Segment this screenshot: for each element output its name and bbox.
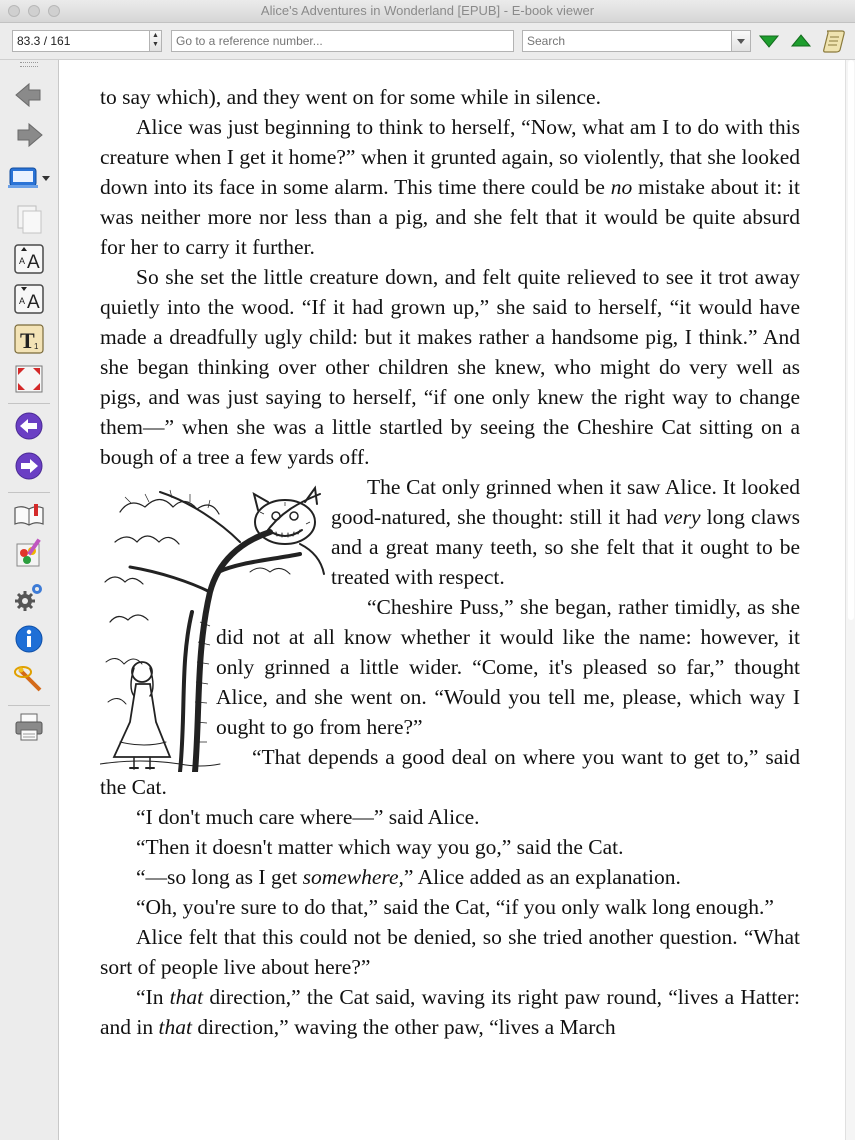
book-reader-view[interactable]: [59, 60, 845, 1140]
sidebar-separator: [8, 403, 50, 404]
print-icon[interactable]: [12, 710, 46, 744]
svg-text:A: A: [27, 252, 40, 273]
svg-text:1: 1: [34, 342, 39, 351]
scrollbar-thumb[interactable]: [848, 60, 854, 620]
reference-input[interactable]: [171, 30, 514, 52]
paragraph: Alice was just beginning to think to herself, “Now, what am I to do with this creature when I get it home?” when it grunted again, so violently, that she looked down into its face in some alarm. This time there could be no mistake about it: it was neither more nor less than a pig, and she felt that it would be quite absurd for her to carry it further.: [100, 115, 800, 259]
themes-icon[interactable]: [12, 536, 46, 570]
position-field[interactable]: 83.3 / 161: [12, 30, 150, 52]
find-previous-icon[interactable]: [789, 29, 813, 53]
previous-page-icon[interactable]: [12, 409, 46, 443]
sidebar-separator: [8, 705, 50, 706]
paragraph: “—so long as I get somewhere,” Alice added as an explanation.: [136, 865, 681, 889]
window-titlebar: [0, 0, 855, 23]
sidebar-separator: [8, 492, 50, 493]
find-next-icon[interactable]: [757, 29, 781, 53]
paragraph: “Cheshire Puss,” she began, rather timidly, as she did not at all know whether it would like the name: however, it only grinned a little wider. “Come, it's pleased so far,” thought Alice, and she went on. “Would you tell me, please, which way I ought to go from here?”: [216, 595, 800, 739]
paragraph: The Cat only grinned when it saw Alice. It looked good-natured, she thought: still it had very long claws and a great many teeth, so she felt that it ought to be treated with respect.: [331, 475, 800, 589]
window-title: Alice's Adventures in Wonderland [EPUB] - E-book viewer: [260, 3, 595, 18]
paragraph: “Oh, you're sure to do that,” said the Cat, “if you only walk long enough.”: [136, 895, 774, 919]
svg-text:A: A: [27, 292, 40, 313]
paragraph: “Then it doesn't matter which way you go,” said the Cat.: [136, 835, 624, 859]
toc-icon[interactable]: [6, 160, 52, 194]
reference-mode-icon[interactable]: [821, 28, 847, 54]
sidebar-grip[interactable]: [20, 62, 38, 67]
fullscreen-icon[interactable]: [12, 362, 46, 396]
book-page: [100, 82, 800, 1042]
preferences-icon[interactable]: [12, 580, 46, 614]
font-larger-icon[interactable]: [12, 242, 46, 276]
position-stepper[interactable]: ▲ ▼: [149, 30, 162, 52]
next-page-icon[interactable]: [12, 449, 46, 483]
info-icon[interactable]: [12, 622, 46, 656]
svg-text:A: A: [19, 256, 26, 266]
toolbar: [0, 23, 855, 60]
font-smaller-icon[interactable]: [12, 282, 46, 316]
back-icon[interactable]: [12, 78, 46, 112]
magic-wand-icon[interactable]: [12, 662, 46, 696]
vertical-scrollbar[interactable]: [845, 60, 855, 1140]
text-format-icon[interactable]: [12, 322, 46, 356]
svg-text:A: A: [19, 296, 26, 306]
paragraph: “That depends a good deal on where you want to get to,” said the Cat.: [100, 745, 800, 799]
paragraph: “In that direction,” the Cat said, waving its right paw round, “lives a Hatter: and in that direction,” waving the other paw, “lives a March: [100, 985, 801, 1039]
copy-icon[interactable]: [12, 202, 46, 236]
sidebar: [0, 60, 59, 1140]
forward-icon[interactable]: [12, 118, 46, 152]
paragraph: “I don't much care where—” said Alice.: [136, 805, 480, 829]
search-history-dropdown[interactable]: [731, 30, 751, 52]
svg-text:T: T: [20, 328, 35, 353]
paragraph: So she set the little creature down, and felt quite relieved to see it trot away quietly into the wood. “If it had grown up,” she said to herself, “it would have made a dreadfully ugly child: but it makes rather a handsome pig, I think.” And she began thinking over other children she knew, who might do very well as pigs, and was just saying to herself, “if one only knew the right way to change them—” when she was a little startled by seeing the Cheshire Cat sitting on a bough of a tree a few yards off.: [100, 265, 800, 469]
paragraph: to say which), and they went on for some while in silence.: [100, 85, 601, 109]
paragraph: Alice felt that this could not be denied, so she tried another question. “What sort of people live about here?”: [100, 925, 800, 979]
search-input[interactable]: [522, 30, 733, 52]
bookmarks-icon[interactable]: [12, 498, 46, 532]
